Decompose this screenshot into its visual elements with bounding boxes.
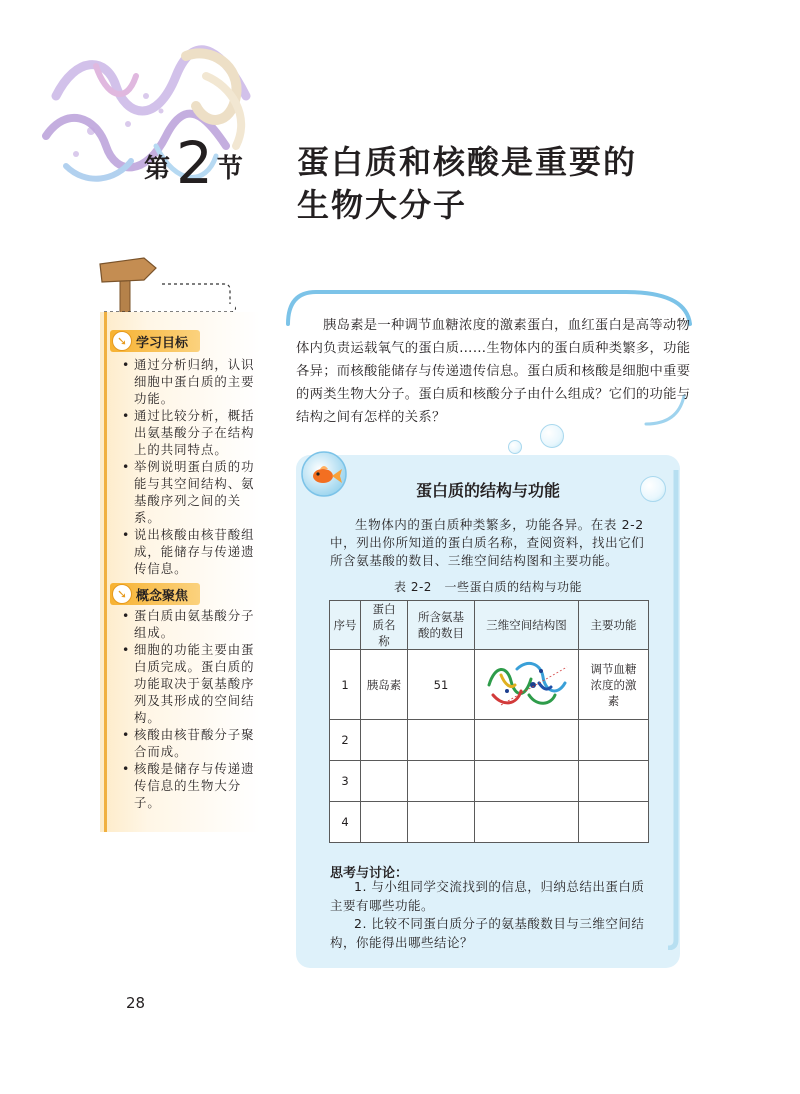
cell-structure [475, 761, 579, 802]
bubble-decoration [540, 424, 564, 448]
table-row [330, 650, 649, 720]
bubble-decoration [508, 440, 522, 454]
cell-function [579, 802, 649, 843]
cell-function-text: 调节血糖浓度的激素 [590, 661, 637, 708]
goal-item: • 说出核酸由核苷酸组成，能储存与传递遗传信息。 [120, 526, 256, 577]
table-row [330, 761, 649, 802]
cell-name [361, 802, 408, 843]
section-prefix: 第 [144, 154, 171, 184]
arrow-badge-icon: ➘ [112, 584, 132, 604]
cell-count [408, 802, 475, 843]
concepts-list [120, 607, 256, 811]
arrow-badge-icon: ➘ [112, 331, 132, 351]
concept-item: • 细胞的功能主要由蛋白质完成。蛋白质的功能取决于氨基酸序列及其形成的空间结构。 [120, 641, 256, 726]
page-title-line-1: 蛋白质和核酸是重要的 [297, 143, 638, 181]
col-header-name-label: 蛋白质名称 [372, 602, 396, 648]
goals-heading-label: 学习目标 [136, 335, 189, 351]
cell-number: 2 [330, 720, 361, 761]
cell-number: 1 [330, 650, 361, 720]
table-row [330, 802, 649, 843]
goal-item: • 通过分析归纳，认识细胞中蛋白质的主要功能。 [120, 356, 256, 407]
cell-function [579, 761, 649, 802]
cell-function [579, 720, 649, 761]
page-number: 28 [126, 994, 146, 1012]
cell-number: 3 [330, 761, 361, 802]
sidebar-rule [104, 312, 107, 832]
discussion-heading: 思考与讨论： [330, 866, 409, 881]
concept-item: • 蛋白质由氨基酸分子组成。 [120, 607, 256, 641]
concepts-heading [110, 583, 200, 605]
discussion-item: 1. 与小组同学交流找到的信息，归纳总结出蛋白质主要有哪些功能。 [330, 879, 645, 913]
table-row [330, 720, 649, 761]
concept-item: • 核酸是储存与传递遗传信息的生物大分子。 [120, 760, 256, 811]
discussion-body [330, 878, 650, 952]
panel-edge-accent [668, 470, 680, 950]
col-header-count-label: 所含氨基酸的数目 [418, 610, 464, 640]
discussion-item: 2. 比较不同蛋白质分子的氨基酸数目与三维空间结构，你能得出哪些结论？ [330, 916, 645, 950]
cell-structure [475, 650, 579, 720]
cell-function [579, 650, 649, 720]
concepts-heading-label: 概念聚焦 [136, 588, 189, 604]
section-number: 2 [176, 129, 213, 197]
table-caption: 表 2-2 一些蛋白质的结构与功能 [394, 580, 582, 594]
activity-title: 蛋白质的结构与功能 [415, 481, 560, 500]
section-suffix: 节 [216, 154, 243, 184]
col-header-function: 主要功能 [579, 601, 649, 650]
activity-intro: 生物体内的蛋白质种类繁多，功能各异。在表 2-2 中，列出你所知道的蛋白质名称，查阅资料，找出它们所含氨基酸的数目、三维空间结构图和主要功能。 [330, 517, 645, 568]
table-header-row [330, 601, 649, 650]
cell-count [408, 761, 475, 802]
cell-count: 51 [408, 650, 475, 720]
protein-table [329, 600, 649, 843]
col-header-count [408, 601, 475, 650]
col-header-number: 序号 [330, 601, 361, 650]
goals-heading [110, 330, 200, 352]
goal-item: • 举例说明蛋白质的功能与其空间结构、氨基酸序列之间的关系。 [120, 458, 256, 526]
section-label [144, 129, 243, 197]
goals-list [120, 356, 256, 577]
page-title-line-2: 生物大分子 [297, 186, 468, 224]
protein-structure-image [481, 655, 573, 711]
cell-name [361, 761, 408, 802]
col-header-structure: 三维空间结构图 [475, 601, 579, 650]
cell-count [408, 720, 475, 761]
col-header-name [361, 601, 408, 650]
cell-name [361, 720, 408, 761]
intro-paragraph: 胰岛素是一种调节血糖浓度的激素蛋白，血红蛋白是高等动物体内负责运载氧气的蛋白质……生物体内的蛋白质种类繁多，功能各异；而核酸能储存与传递遗传信息。蛋白质和核酸是细胞中重要的两类生物大分子。蛋白质和核酸分子由什么组成？它们的功能与结构之间有怎样的关系？ [296, 318, 691, 425]
concept-item: • 核酸由核苷酸分子聚合而成。 [120, 726, 256, 760]
goal-item: • 通过比较分析，概括出氨基酸分子在结构上的共同特点。 [120, 407, 256, 458]
cell-structure [475, 802, 579, 843]
cell-number: 4 [330, 802, 361, 843]
cell-structure [475, 720, 579, 761]
cell-name: 胰岛素 [361, 650, 408, 720]
